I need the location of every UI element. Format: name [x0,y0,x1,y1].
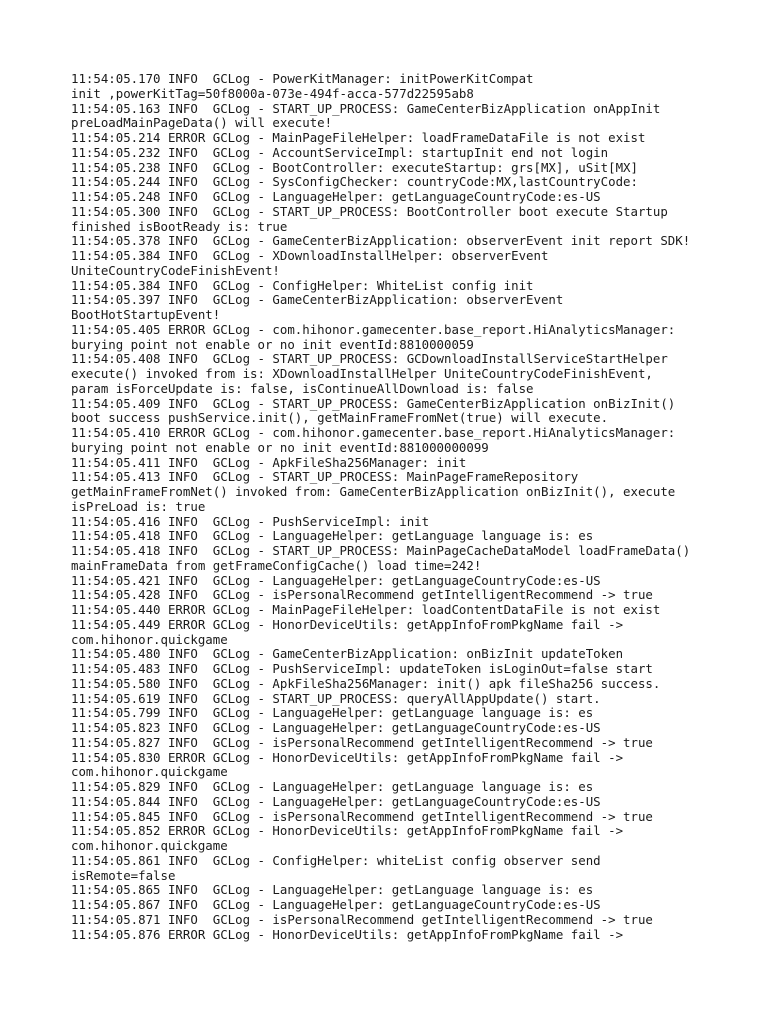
log-line: 11:54:05.418 INFO GCLog - START_UP_PROCESS: MainPageCacheDataModel loadFrameData() [71,543,691,558]
log-line: burying point not enable or no init eventId:8810000059 [71,336,474,352]
log-line: burying point not enable or no init eventId:881000000099 [71,439,489,455]
log-line: 11:54:05.163 INFO GCLog - START_UP_PROCESS: GameCenterBizApplication onAppInit [71,100,661,116]
log-line: 11:54:05.852 ERROR GCLog - HonorDeviceUtils: getAppInfoFromPkgName fail -> [71,823,624,839]
log-line: 11:54:05.830 ERROR GCLog - HonorDeviceUtils: getAppInfoFromPkgName fail -> [71,749,624,765]
log-line: mainFrameData from getFrameConfigCache() load time=242! [71,557,482,573]
log-line: 11:54:05.449 ERROR GCLog - HonorDeviceUtils: getAppInfoFromPkgName fail -> [71,616,624,632]
log-text-block [71,72,731,942]
log-line: UniteCountryCodeFinishEvent! [71,262,280,278]
log-line: getMainFrameFromNet() invoked from: GameCenterBizApplication onBizInit(), execute [71,484,676,499]
log-line: 11:54:05.844 INFO GCLog - LanguageHelper: getLanguageCountryCode:es-US [71,793,601,809]
log-line: com.hihonor.quickgame [71,764,228,780]
log-line: 11:54:05.799 INFO GCLog - LanguageHelper: getLanguage language is: es [71,705,594,721]
log-line: 11:54:05.413 INFO GCLog - START_UP_PROCESS: MainPageFrameRepository [71,469,579,485]
log-line: 11:54:05.397 INFO GCLog - GameCenterBizApplication: observerEvent [71,292,564,308]
log-line: 11:54:05.409 INFO GCLog - START_UP_PROCESS: GameCenterBizApplication onBizInit() [71,395,676,411]
log-line: 11:54:05.421 INFO GCLog - LanguageHelper: getLanguageCountryCode:es-US [71,572,601,588]
log-line: 11:54:05.827 INFO GCLog - isPersonalRecommend getIntelligentRecommend -> true [71,734,653,750]
log-line: 11:54:05.214 ERROR GCLog - MainPageFileHelper: loadFrameDataFile is not exist [71,130,646,145]
log-line: 11:54:05.410 ERROR GCLog - com.hihonor.gamecenter.base_report.HiAnalyticsManager: [71,425,676,440]
log-line: 11:54:05.411 INFO GCLog - ApkFileSha256Manager: init [71,454,467,470]
log-line: 11:54:05.876 ERROR GCLog - HonorDeviceUtils: getAppInfoFromPkgName fail -> [71,926,624,942]
log-line: param isForceUpdate is: false, isContinueAllDownload is: false [71,380,534,396]
log-line: 11:54:05.428 INFO GCLog - isPersonalRecommend getIntelligentRecommend -> true [71,587,653,603]
log-line: 11:54:05.861 INFO GCLog - ConfigHelper: whiteList config observer send [71,852,601,868]
log-line: 11:54:05.483 INFO GCLog - PushServiceImpl: updateToken isLoginOut=false start [71,661,653,676]
log-line: 11:54:05.871 INFO GCLog - isPersonalRecommend getIntelligentRecommend -> true [71,911,653,927]
log-line: 11:54:05.829 INFO GCLog - LanguageHelper: getLanguage language is: es [71,779,594,794]
log-line: 11:54:05.384 INFO GCLog - XDownloadInstallHelper: observerEvent [71,248,549,263]
log-line: com.hihonor.quickgame [71,631,228,647]
log-line: isPreLoad is: true [71,498,206,514]
log-line: isRemote=false [71,867,176,883]
log-line: preLoadMainPageData() will execute! [71,115,333,131]
log-line: boot success pushService.init(), getMainFrameFromNet(true) will execute. [71,410,609,426]
log-line: 11:54:05.480 INFO GCLog - GameCenterBizApplication: onBizInit updateToken [71,646,624,662]
log-line: 11:54:05.384 INFO GCLog - ConfigHelper: WhiteList config init [71,277,534,293]
log-line: 11:54:05.867 INFO GCLog - LanguageHelper: getLanguageCountryCode:es-US [71,897,601,912]
log-line: 11:54:05.865 INFO GCLog - LanguageHelper: getLanguage language is: es [71,882,594,898]
log-line: 11:54:05.619 INFO GCLog - START_UP_PROCESS: queryAllAppUpdate() start. [71,690,601,706]
log-line: 11:54:05.248 INFO GCLog - LanguageHelper: getLanguageCountryCode:es-US [71,189,601,204]
log-line: 11:54:05.580 INFO GCLog - ApkFileSha256Manager: init() apk fileSha256 success. [71,675,661,691]
log-line: 11:54:05.416 INFO GCLog - PushServiceImpl: init [71,513,430,529]
log-line: 11:54:05.823 INFO GCLog - LanguageHelper: getLanguageCountryCode:es-US [71,720,601,735]
log-line: init ,powerKitTag=50f8000a-073e-494f-acca-577d22595ab8 [71,85,474,101]
log-line: 11:54:05.408 INFO GCLog - START_UP_PROCESS: GCDownloadInstallServiceStartHelper [71,351,668,367]
log-line: BootHotStartupEvent! [71,307,221,322]
log-line: 11:54:05.300 INFO GCLog - START_UP_PROCESS: BootController boot execute Startup [71,203,668,219]
log-line: 11:54:05.405 ERROR GCLog - com.hihonor.gamecenter.base_report.HiAnalyticsManager: [71,321,676,337]
log-line: execute() invoked from is: XDownloadInstallHelper UniteCountryCodeFinishEvent, [71,366,653,381]
log-line: finished isBootReady is: true [71,218,288,234]
log-line: 11:54:05.378 INFO GCLog - GameCenterBizApplication: observerEvent init report SDK! [71,233,691,249]
log-line: 11:54:05.232 INFO GCLog - AccountServiceImpl: startupInit end not login [71,144,609,160]
log-line: com.hihonor.quickgame [71,838,228,853]
log-line: 11:54:05.244 INFO GCLog - SysConfigChecker: countryCode:MX,lastCountryCode: [71,174,638,190]
log-line: 11:54:05.440 ERROR GCLog - MainPageFileHelper: loadContentDataFile is not exist [71,602,661,617]
log-line: 11:54:05.238 INFO GCLog - BootController: executeStartup: grs[MX], uSit[MX] [71,159,638,175]
log-line: 11:54:05.845 INFO GCLog - isPersonalRecommend getIntelligentRecommend -> true [71,808,653,824]
log-line: 11:54:05.170 INFO GCLog - PowerKitManager: initPowerKitCompat [71,72,534,86]
log-line: 11:54:05.418 INFO GCLog - LanguageHelper: getLanguage language is: es [71,528,594,544]
